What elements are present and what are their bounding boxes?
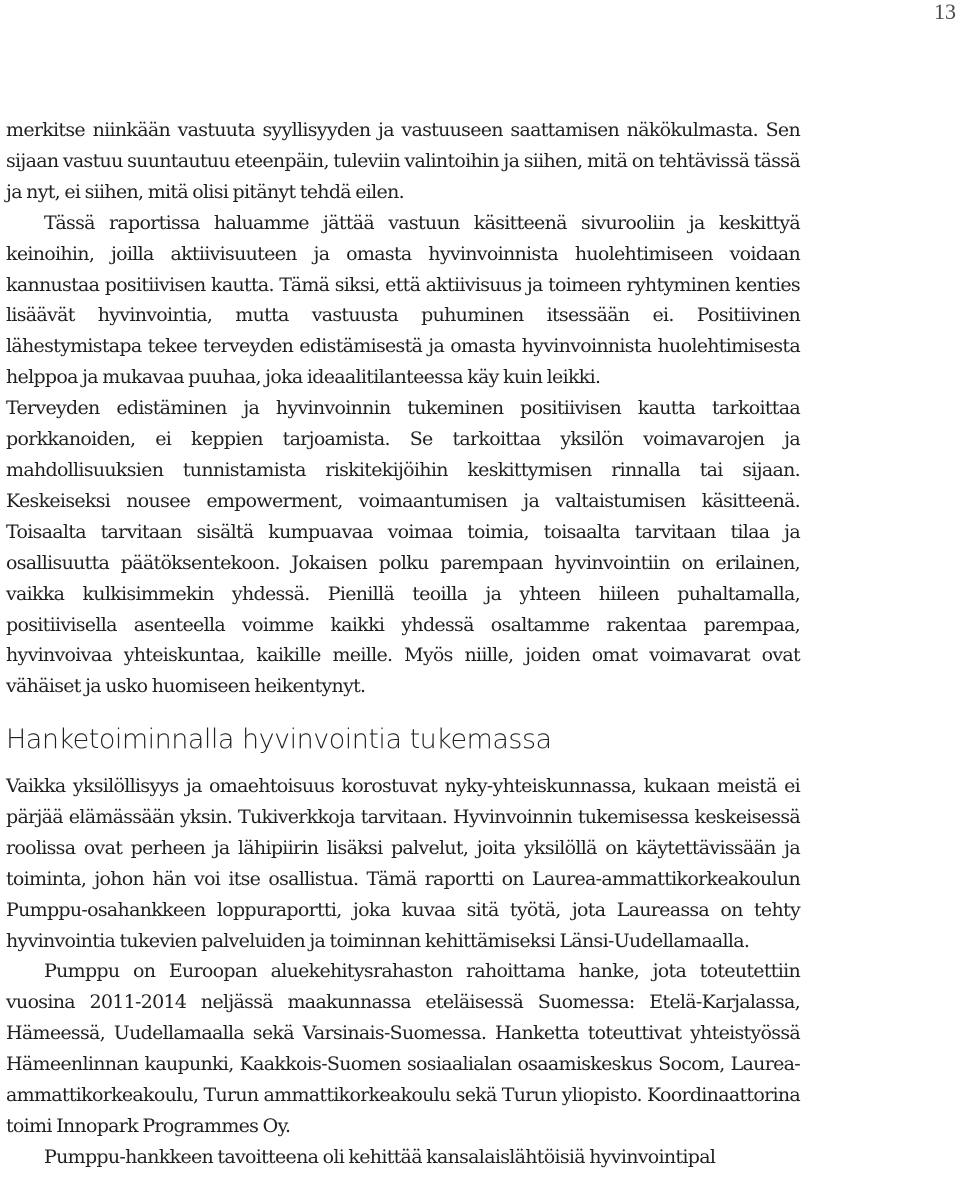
body-text-section-2 <box>6 771 800 1173</box>
body-text-section-1 <box>6 115 800 702</box>
paragraph: Tässä raportissa haluamme jättää vastuun käsitteenä sivurooliin ja keskittyä keinoihin, joilla aktiivisuuteen ja omasta hyvinvoinnista huolehtimiseen voidaan kannustaa positiivisen kautta. Tämä siksi, että aktiivisuus ja toimeen ryhtyminen kenties lisäävät hyvinvointia, mutta vastuusta puhuminen itsessään ei. Positiivinen lähestymistapa tekee terveyden edistämisestä ja omasta hyvinvoinnista huolehtimisesta helppoa ja mukavaa puuhaa, joka ideaalitilanteessa käy kuin leikki. <box>6 211 800 389</box>
paragraph: Pumppu-hankkeen tavoitteena oli kehittää kansalaislähtöisiä hyvinvointipal <box>44 1145 716 1168</box>
paragraph: merkitse niinkään vastuuta syyllisyyden ja vastuuseen saattamisen näkökulmasta. Sen sijaan vastuu suuntautuu eteenpäin, tuleviin valintoihin ja siihen, mitä on tehtävissä tässä ja nyt, ei siihen, mitä olisi pitänyt tehdä eilen. <box>6 119 800 203</box>
page-number: 13 <box>934 0 956 24</box>
paragraph: Terveyden edistäminen ja hyvinvoinnin tukeminen positiivisen kautta tarkoittaa porkkanoiden, ei keppien tarjoamista. Se tarkoittaa yksilön voimavarojen ja mahdollisuuksien tunnistamista riskitekijöihin keskittymisen rinnalla tai sijaan. Keskeiseksi nousee empowerment, voimaantumisen ja valtaistumisen käsitteenä. Toisaalta tarvitaan sisältä kumpuavaa voimaa toimia, toisaalta tarvitaan tilaa ja osallisuutta päätöksentekoon. Jokaisen polku parempaan hyvinvointiin on erilainen, vaikka kulkisimmekin yhdessä. Pienillä teoilla ja yhteen hiileen puhaltamalla, positiivisella asenteella voimme kaikki yhdessä osaltamme rakentaa parempaa, hyvinvoivaa yhteiskuntaa, kaikille meille. Myös niille, joiden omat voimavarat ovat vähäiset ja usko huomiseen heikentynyt. <box>6 397 800 698</box>
paragraph: Pumppu on Euroopan aluekehitysrahaston rahoittama hanke, jota toteutettiin vuosina 2011-2014 neljässä maakunnassa eteläisessä Suomessa: Etelä-Karjalassa, Hämeessä, Uudellamaalla sekä Varsinais-Suomessa. Hanketta toteuttivat yhteistyössä Hämeenlinnan kaupunki, Kaakkois-Suomen sosiaalialan osaamiskeskus Socom, Laurea-ammattikorkeakoulu, Turun ammattikorkeakoulu sekä Turun yliopisto. Koordinaattorina toimi Innopark Programmes Oy. <box>6 960 800 1137</box>
paragraph: Vaikka yksilöllisyys ja omaehtoisuus korostuvat nyky-yhteiskunnassa, kukaan meistä ei pärjää elämässään yksin. Tukiverkkoja tarvitaan. Hyvinvoinnin tukemisessa keskeisessä roolissa ovat perheen ja lähipiirin lisäksi palvelut, joita yksilöllä on käytettävissään ja toiminta, johon hän voi itse osallistua. Tämä raportti on Laurea-ammattikorkeakoulun Pumppu-osahankkeen loppuraportti, joka kuvaa sitä työtä, jota Laureassa on tehty hyvinvointia tukevien palveluiden ja toiminnan kehittämiseksi Länsi-Uudellamaalla. <box>6 775 800 952</box>
section-heading: Hanketoiminnalla hyvinvointia tukemassa <box>6 724 552 755</box>
